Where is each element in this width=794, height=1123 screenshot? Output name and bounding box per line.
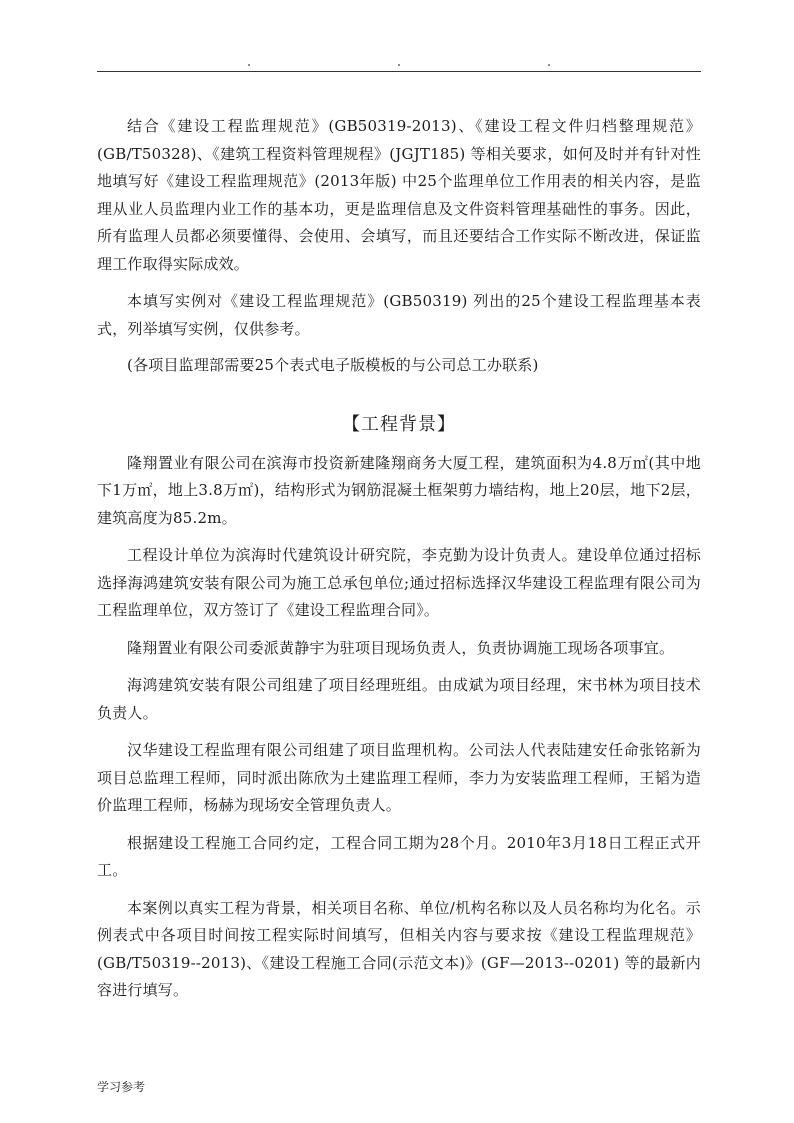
background-paragraph: 隆翔置业有限公司委派黄静宇为驻项目现场负责人，负责协调施工现场各项事宜。 <box>127 638 675 657</box>
background-paragraph: 本案例以真实工程为背景，相关项目名称、单位/机构名称以及人员名称均为化名。示例表式中各项目时间按工程实际时间填写，但相关内容与要求按《建设工程监理规范》(GB/T50319--2013)、《建设工程施工合同(示范文本)》(GF—2013--0201) 等的最新内容进行填写。 <box>97 898 701 999</box>
header-dot <box>398 64 400 66</box>
background-paragraph: 汉华建设工程监理有限公司组建了项目监理机构。公司法人代表陆建安任命张铭新为项目总监理工程师，同时派出陈欣为土建监理工程师，李力为安装监理工程师，王韬为造价监理工程师，杨赫为现场安全管理负责人。 <box>97 741 701 814</box>
section-title: 【工程背景】 <box>342 413 456 435</box>
intro-note: (各项目监理部需要25个表式电子版模板的与公司总工办联系) <box>127 356 539 374</box>
header-rule <box>97 71 701 72</box>
header-dot <box>248 64 250 66</box>
intro-paragraph: 结合《建设工程监理规范》(GB50319-2013)、《建设工程文件归档整理规范》(GB/T50328)、《建筑工程资料管理规程》(JGJT185) 等相关要求，如何及时并有针对性地填写好《建设工程监理规范》(2013年版) 中25个监理单位工作用表的相关内容，是监理从业人员监理内业工作的基本功，更是监理信息及文件资料管理基础性的事务。因此，所有监理人员都必须要懂得、会使用、会填写，而且还要结合工作实际不断改进，保证监理工作取得实际成效。 <box>97 117 701 273</box>
background-paragraph: 隆翔置业有限公司在滨海市投资新建隆翔商务大厦工程，建筑面积为4.8万㎡(其中地下1万㎡，地上3.8万㎡)，结构形式为钢筋混凝土框架剪力墙结构，地上20层，地下2层，建筑高度为85.2m。 <box>97 453 701 527</box>
background-paragraph: 海鸿建筑安装有限公司组建了项目经理班组。由成斌为项目经理，宋书林为项目技术负责人。 <box>97 676 701 722</box>
background-paragraph: 根据建设工程施工合同约定，工程合同工期为28个月。2010年3月18日工程正式开工。 <box>97 833 701 879</box>
header-dot <box>548 64 550 66</box>
intro-paragraph: 本填写实例对《建设工程监理规范》(GB50319) 列出的25个建设工程监理基本表式，列举填写实例，仅供参考。 <box>97 292 701 338</box>
footer-label: 学习参考 <box>97 1080 146 1094</box>
document-body <box>97 113 701 1015</box>
background-paragraph: 工程设计单位为滨海时代建筑设计研究院，李克勤为设计负责人。建设单位通过招标选择海鸿建筑安装有限公司为施工总承包单位;通过招标选择汉华建设工程监理有限公司为工程监理单位，双方签订了《建设工程监理合同》。 <box>97 546 701 619</box>
